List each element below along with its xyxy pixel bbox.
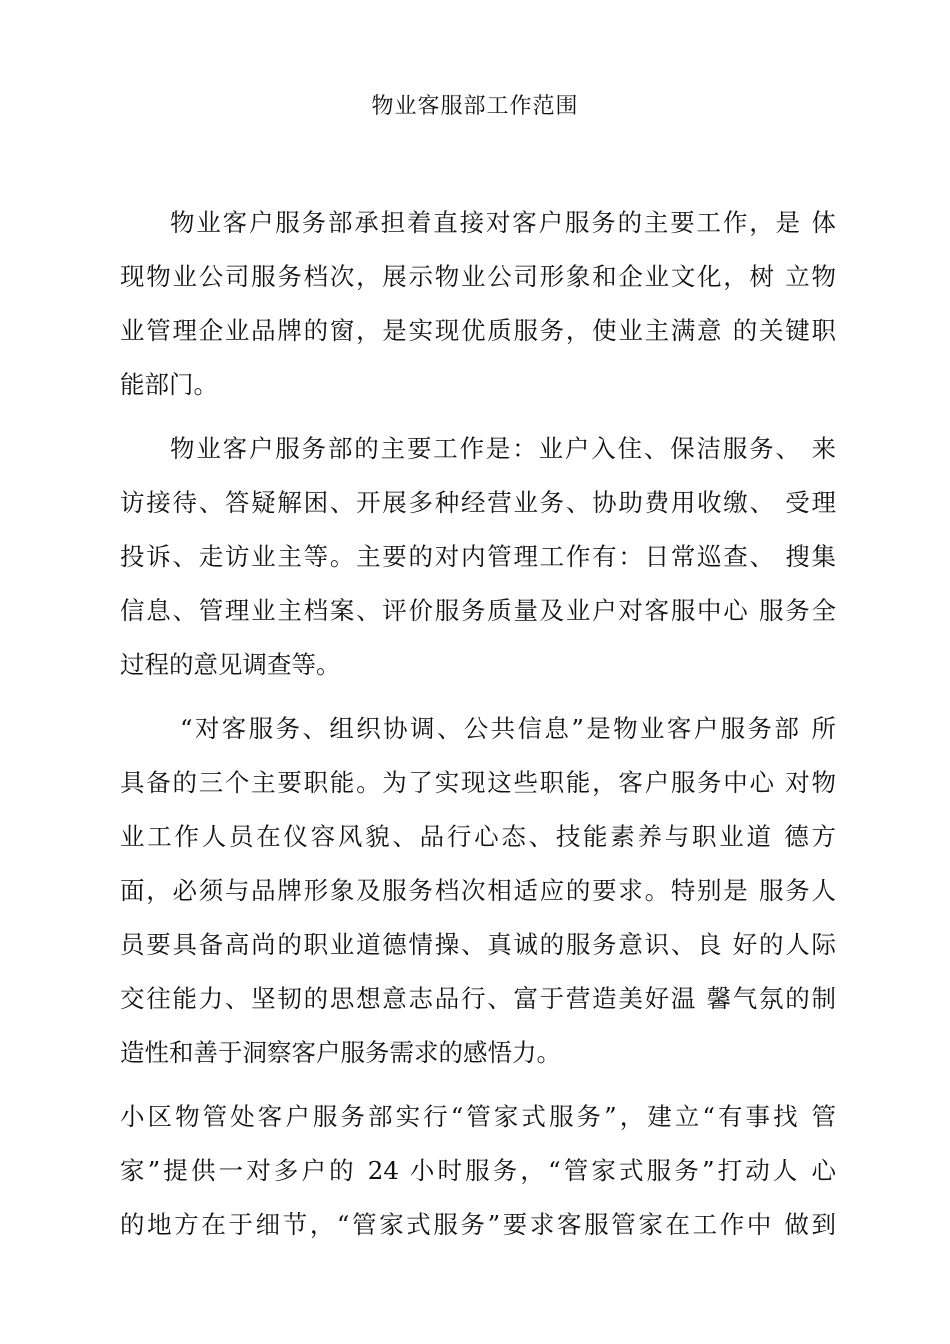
text-line: 访接待、答疑解困、开展多种经营业务、协助费用收缴、 受理 [120, 488, 836, 517]
text-line: 的地方在于细节，“管家式服务”要求客服管家在工作中 做到 [120, 1210, 836, 1239]
text-line: 小区物管处客户服务部实行“管家式服务”，建立“有事找 管 [120, 1102, 836, 1131]
text-line: 业管理企业品牌的窗，是实现优质服务，使业主满意 的关键职 [120, 316, 836, 345]
text-line: 家”提供一对多户的 24 小时服务，“管家式服务”打动人 心 [120, 1156, 836, 1185]
paragraph-3 [120, 702, 836, 1080]
document-body [120, 196, 836, 1262]
text-line: 面，必须与品牌形象及服务档次相适应的要求。特别是 服务人 [120, 876, 836, 905]
text-line: 具备的三个主要职能。为了实现这些职能，客户服务中心 对物 [120, 768, 836, 797]
text-line: 过程的意见调查等。 [120, 650, 341, 679]
text-line: 物业客户服务部的主要工作是：业户入住、保洁服务、 来 [170, 434, 836, 463]
text-line: 物业客户服务部承担着直接对客户服务的主要工作，是 体 [170, 208, 836, 237]
text-line: 能部门。 [120, 370, 218, 399]
document-title: 物业客服部工作范围 [371, 94, 579, 119]
text-line: “对客服务、组织协调、公共信息”是物业客户服务部 所 [180, 714, 836, 743]
text-line: 投诉、走访业主等。主要的对内管理工作有：日常巡查、 搜集 [120, 542, 836, 571]
text-line: 现物业公司服务档次，展示物业公司形象和企业文化，树 立物 [120, 262, 836, 291]
text-line: 业工作人员在仪容风貌、品行心态、技能素养与职业道 德方 [120, 822, 836, 851]
paragraph-2 [120, 422, 836, 692]
paragraph-4 [120, 1090, 836, 1252]
text-line: 员要具备高尚的职业道德情操、真诚的服务意识、良 好的人际 [120, 930, 836, 959]
text-line: 信息、管理业主档案、评价服务质量及业户对客服中心 服务全 [120, 596, 836, 625]
text-line: 交往能力、坚韧的思想意志品行、富于营造美好温 馨气氛的制 [120, 984, 836, 1013]
text-line: 造性和善于洞察客户服务需求的感悟力。 [120, 1038, 561, 1067]
paragraph-1 [120, 196, 836, 412]
